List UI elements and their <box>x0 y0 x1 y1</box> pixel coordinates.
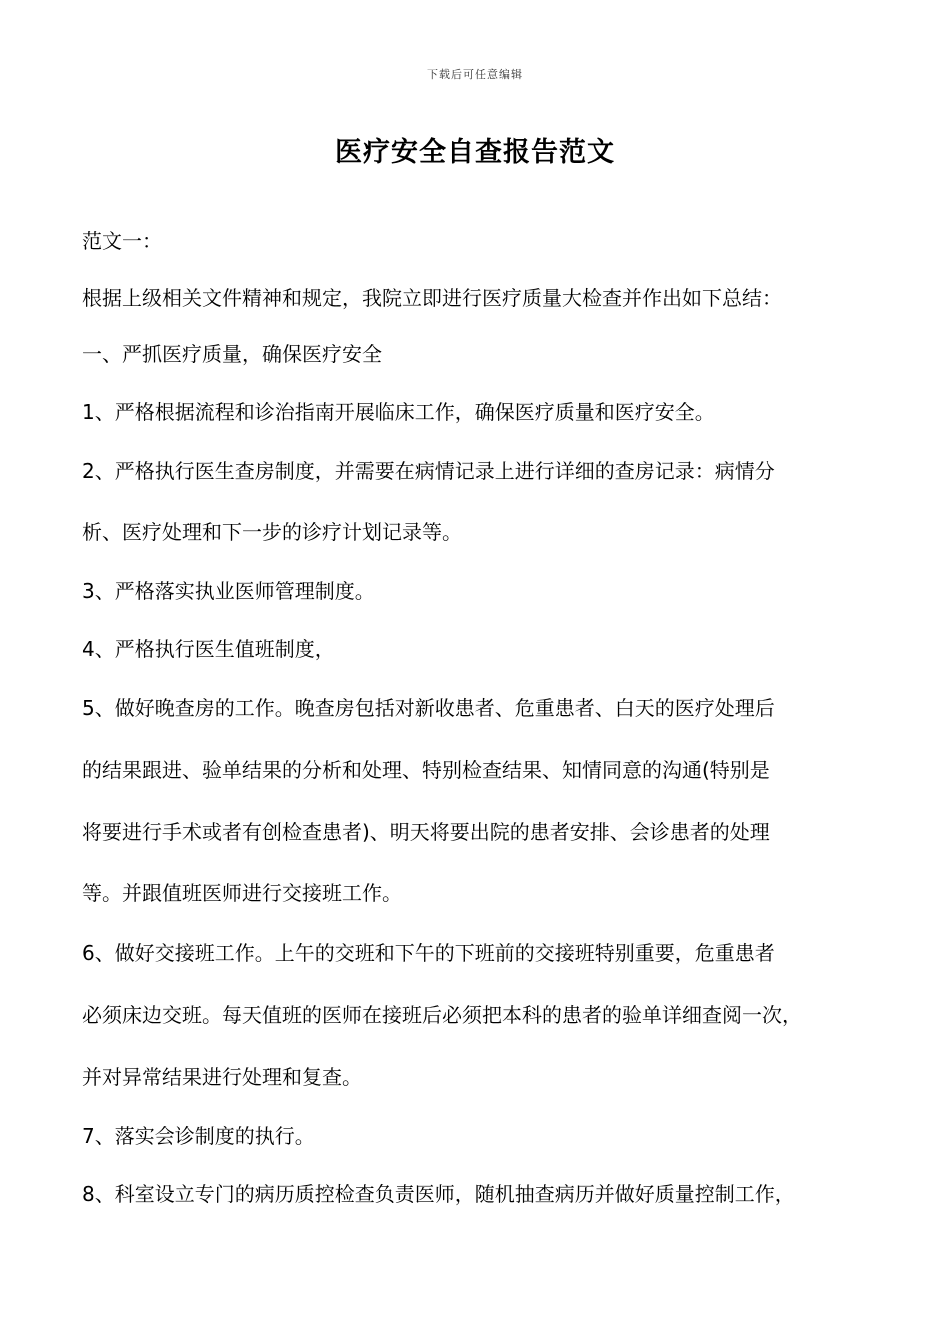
item-5-line-4: 等。并跟值班医师进行交接班工作。 <box>82 881 402 905</box>
section-label: 范文一： <box>82 229 162 253</box>
item-5-line-3: 将要进行手术或者有创检查患者)、明天将要出院的患者安排、会诊患者的处理 <box>82 820 770 844</box>
section-heading: 一、严抓医疗质量，确保医疗安全 <box>82 342 382 366</box>
item-1: 1、严格根据流程和诊治指南开展临床工作，确保医疗质量和医疗安全。 <box>82 400 715 424</box>
item-8-line-1: 8、科室设立专门的病历质控检查负责医师，随机抽查病历并做好质量控制工作， <box>82 1182 795 1206</box>
item-6-line-2: 必须床边交班。每天值班的医师在接班后必须把本科的患者的验单详细查阅一次， <box>82 1003 802 1027</box>
item-4: 4、严格执行医生值班制度， <box>82 637 335 661</box>
item-3: 3、严格落实执业医师管理制度。 <box>82 579 375 603</box>
intro-paragraph: 根据上级相关文件精神和规定，我院立即进行医疗质量大检查并作出如下总结： <box>82 286 782 310</box>
item-6-line-1: 6、做好交接班工作。上午的交班和下午的下班前的交接班特别重要，危重患者 <box>82 941 775 965</box>
header-note: 下载后可任意编辑 <box>427 68 523 81</box>
item-2-line-1: 2、严格执行医生查房制度，并需要在病情记录上进行详细的查房记录：病情分 <box>82 459 775 483</box>
item-7: 7、落实会诊制度的执行。 <box>82 1124 315 1148</box>
item-5-line-1: 5、做好晚查房的工作。晚查房包括对新收患者、危重患者、白天的医疗处理后 <box>82 696 775 720</box>
item-2-line-2: 析、医疗处理和下一步的诊疗计划记录等。 <box>82 520 462 544</box>
document-title: 医疗安全自查报告范文 <box>335 137 615 168</box>
item-5-line-2: 的结果跟进、验单结果的分析和处理、特别检查结果、知情同意的沟通(特别是 <box>82 758 770 782</box>
item-6-line-3: 并对异常结果进行处理和复查。 <box>82 1065 362 1089</box>
